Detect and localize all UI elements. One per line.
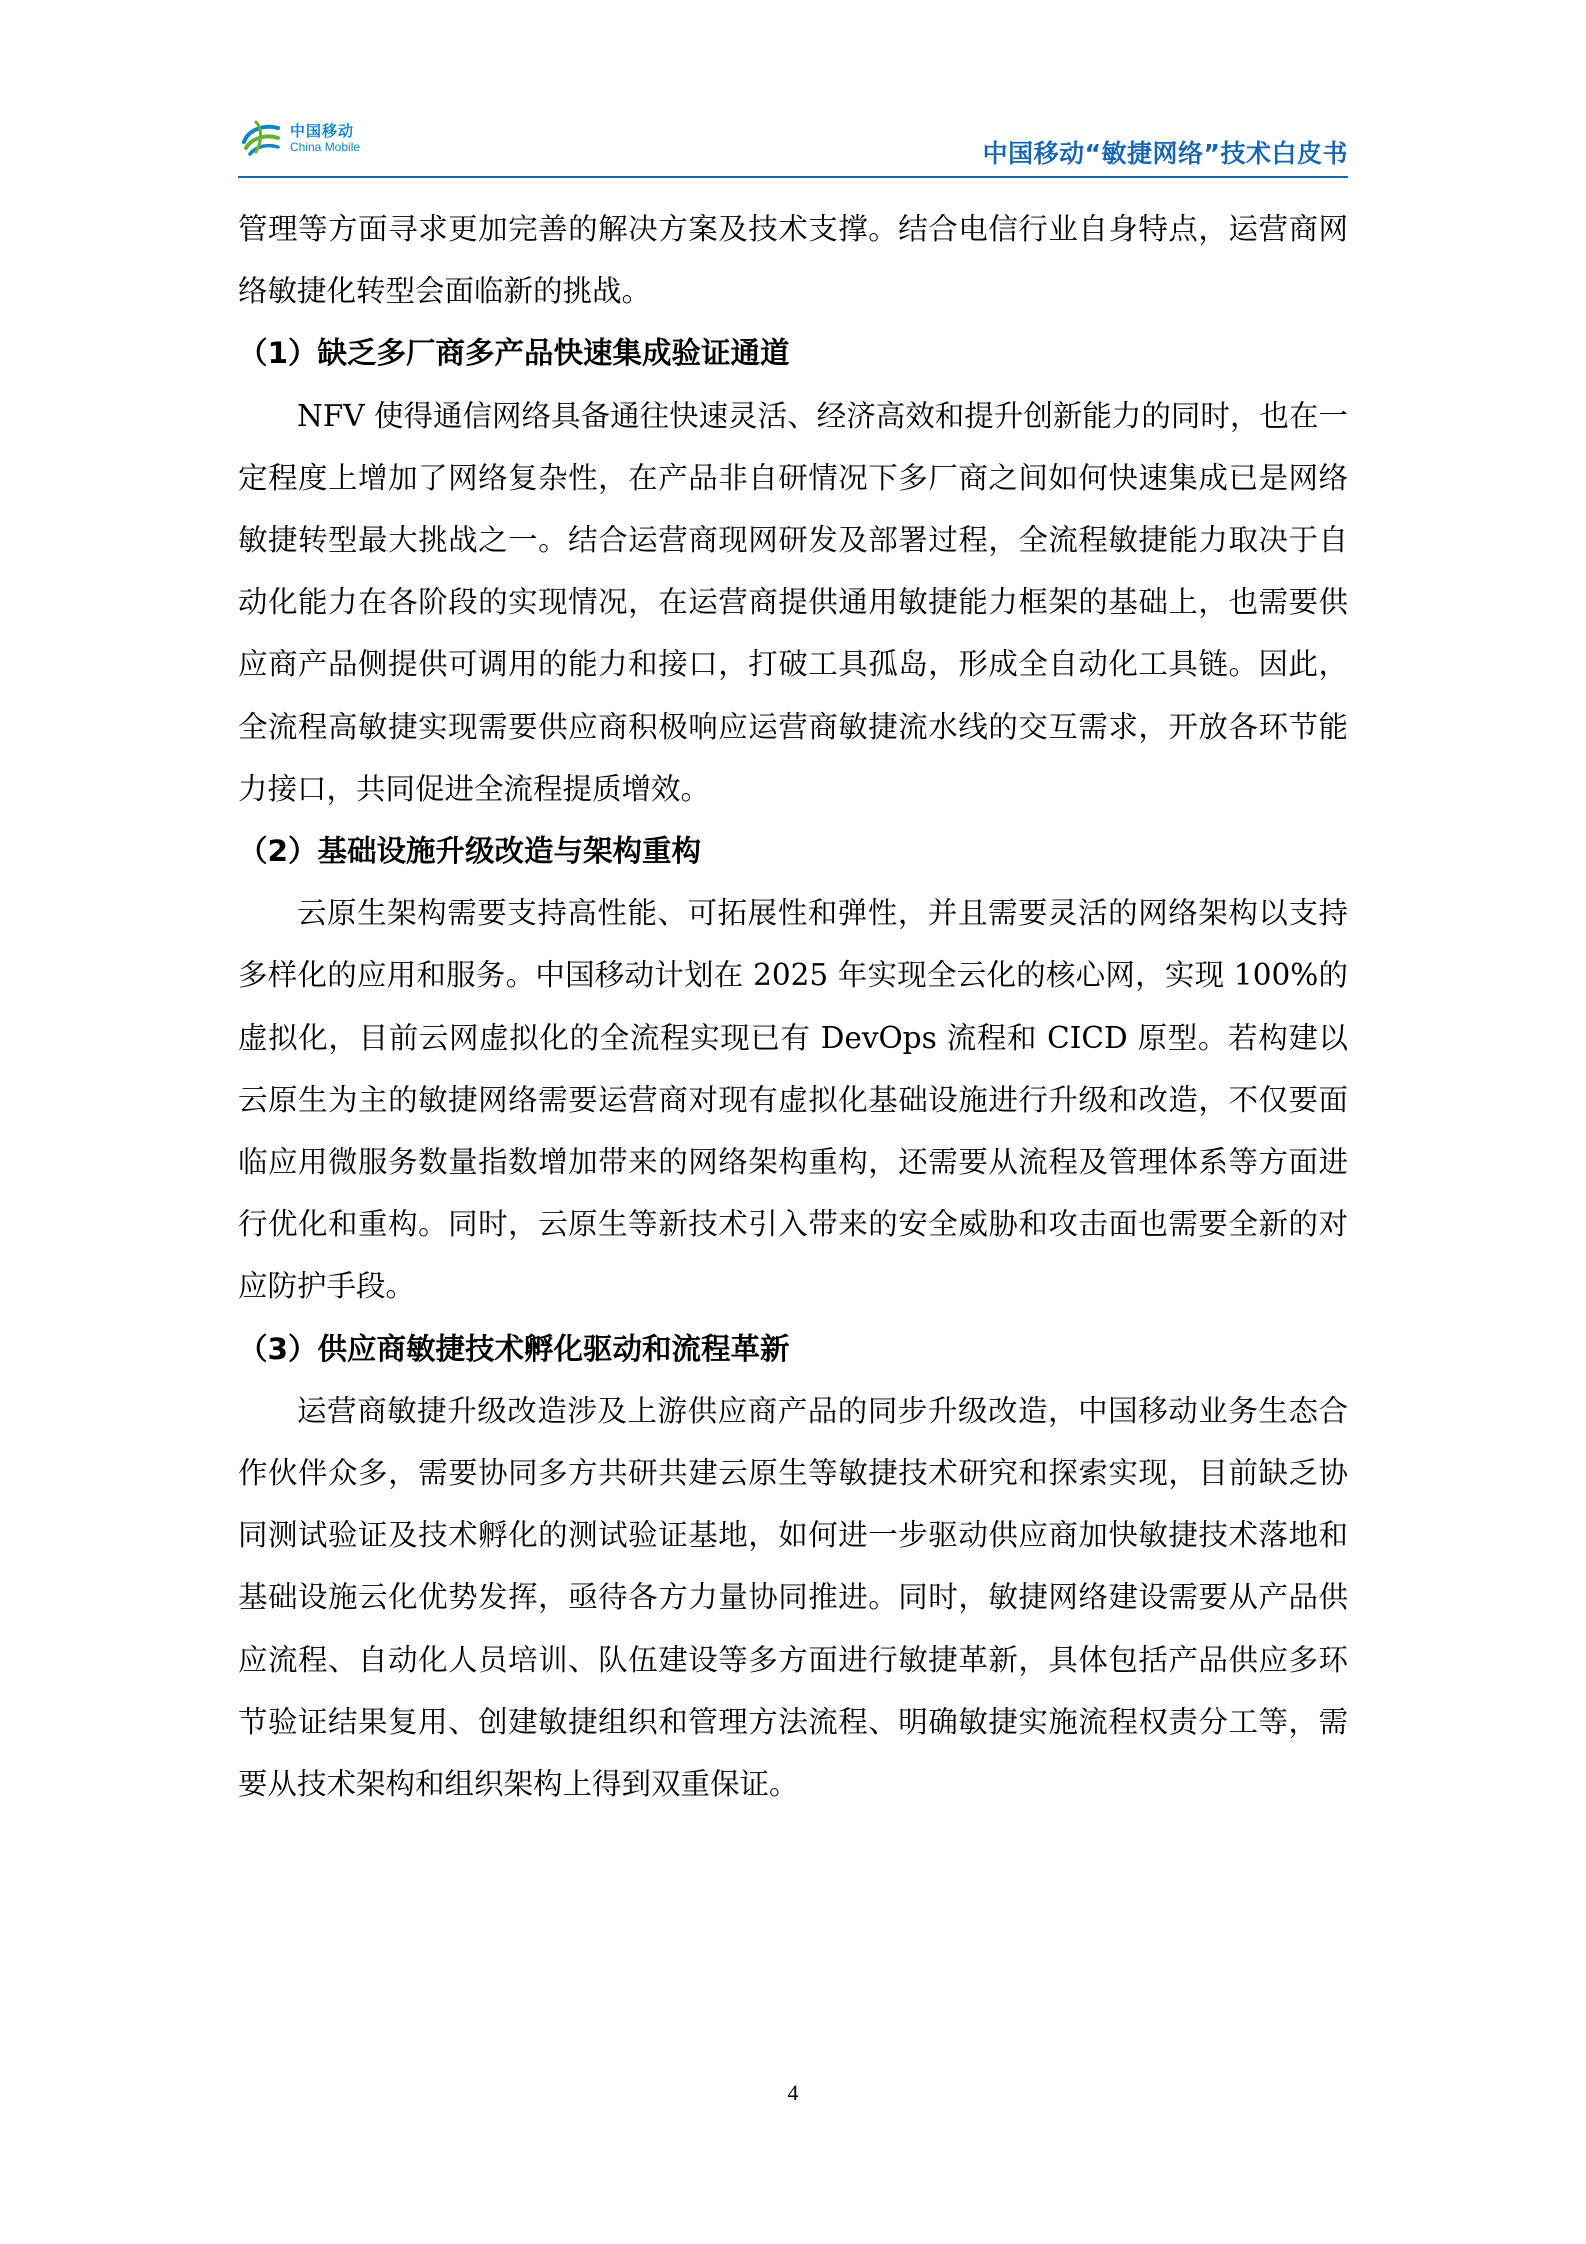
body-paragraph-2: 云原生架构需要支持高性能、可拓展性和弹性，并且需要灵活的网络架构以支持多样化的应用和服务。中国移动计划在 2025 年实现全云化的核心网，实现 100%的虚拟化，目前云网虚拟化的全流程实现已有 DevOps 流程和 CICD 原型。若构建以云原生为主的敏捷网络需要运营商对现有虚拟化基础设施进行升级和改造，不仅要面临应用微服务数量指数增加带来的网络架构重构，还需要从流程及管理体系等方面进行优化和重构。同时，云原生等新技术引入带来的安全威胁和攻击面也需要全新的对应防护手段。 <box>238 896 1348 1304</box>
document-title: 中国移动“敏捷网络”技术白皮书 <box>982 139 1348 168</box>
page-body <box>238 198 1348 1815</box>
logo-name-en: China Mobile <box>290 140 361 154</box>
section-heading-1: （1）缺乏多厂商多产品快速集成验证通道 <box>238 336 790 371</box>
section-heading-3: （3）供应商敏捷技术孵化驱动和流程革新 <box>238 1331 790 1366</box>
body-paragraph-3: 运营商敏捷升级改造涉及上游供应商产品的同步升级改造，中国移动业务生态合作伙伴众多，需要协同多方共研共建云原生等敏捷技术研究和探索实现，目前缺乏协同测试验证及技术孵化的测试验证基地，如何进一步驱动供应商加快敏捷技术落地和基础设施云化优势发挥，亟待各方力量协同推进。同时，敏捷网络建设需要从产品供应流程、自动化人员培训、队伍建设等多方面进行敏捷革新，具体包括产品供应多环节验证结果复用、创建敏捷组织和管理方法流程、明确敏捷实施流程权责分工等，需要从技术架构和组织架构上得到双重保证。 <box>238 1393 1348 1802</box>
intro-paragraph: 管理等方面寻求更加完善的解决方案及技术支撑。结合电信行业自身特点，运营商网络敏捷化转型会面临新的挑战。 <box>238 212 1348 309</box>
china-mobile-logo <box>238 114 458 170</box>
page-header <box>238 112 1348 172</box>
page-number: 4 <box>787 2080 799 2105</box>
logo-name-cn: 中国移动 <box>290 122 355 140</box>
body-paragraph-1: NFV 使得通信网络具备通往快速灵活、经济高效和提升创新能力的同时，也在一定程度上增加了网络复杂性，在产品非自研情况下多厂商之间如何快速集成已是网络敏捷转型最大挑战之一。结合运营商现网研发及部署过程，全流程敏捷能力取决于自动化能力在各阶段的实现情况，在运营商提供通用敏捷能力框架的基础上，也需要供应商产品侧提供可调用的能力和接口，打破工具孤岛，形成全自动化工具链。因此，全流程高敏捷实现需要供应商积极响应运营商敏捷流水线的交互需求，开放各环节能力接口，共同促进全流程提质增效。 <box>238 398 1348 806</box>
header-divider <box>238 176 1348 178</box>
china-mobile-logo-icon <box>238 114 284 160</box>
section-heading-2: （2）基础设施升级改造与架构重构 <box>238 834 702 869</box>
